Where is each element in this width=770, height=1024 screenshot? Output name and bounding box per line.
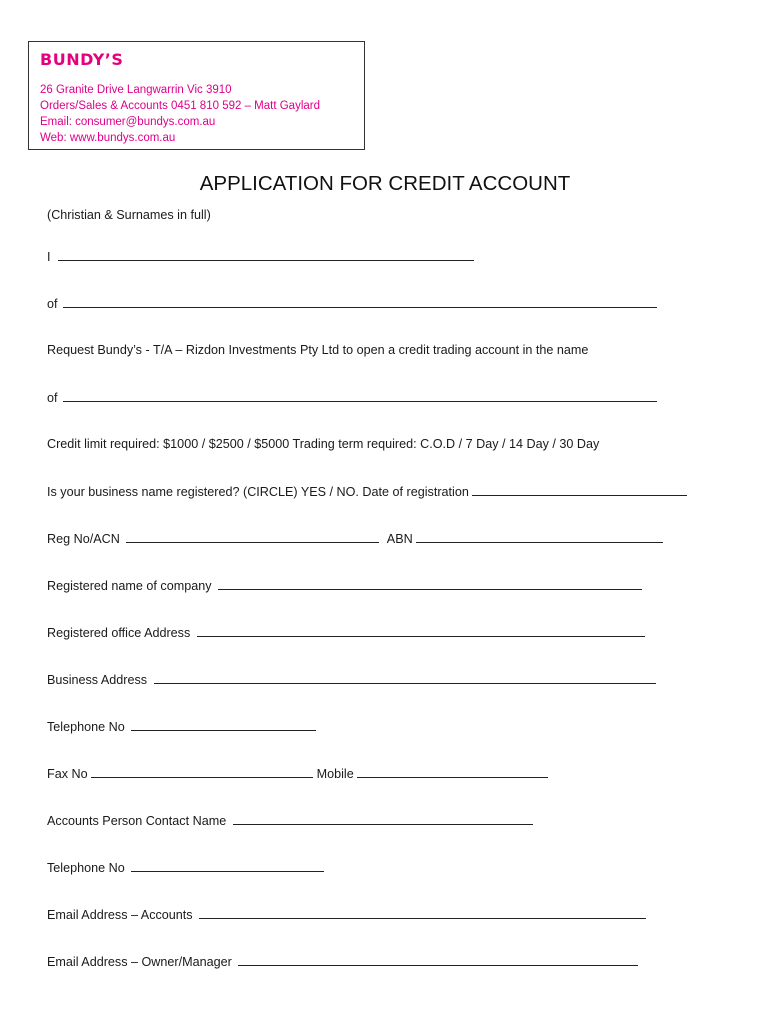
reg-no-field[interactable] [126, 529, 379, 543]
telephone-field-2[interactable] [131, 858, 324, 872]
applicant-name-field[interactable] [58, 247, 474, 261]
registered-name-label: Registered name of company [47, 579, 212, 593]
request-text: Request Bundy’s - T/A – Rizdon Investments Pty Ltd to open a credit trading account in the name [47, 343, 589, 357]
brand-name: BUNDY’S [40, 50, 124, 69]
company-orders-phone: Orders/Sales & Accounts 0451 810 592 – Matt Gaylard [40, 100, 320, 112]
applicant-name-row [47, 247, 474, 266]
registered-office-row [47, 623, 645, 642]
registration-row [47, 482, 687, 501]
email-accounts-label: Email Address – Accounts [47, 908, 193, 922]
i-label: I [47, 250, 51, 264]
email-owner-field[interactable] [238, 952, 638, 966]
credit-terms-text: Credit limit required: $1000 / $2500 / $5000 Trading term required: C.O.D / 7 Day / 14 Day / 30 Day [47, 437, 600, 451]
email-accounts-row [47, 905, 646, 924]
business-address-label: Business Address [47, 673, 148, 687]
registered-name-field[interactable] [218, 576, 642, 590]
credit-terms-row [47, 435, 599, 453]
of-row-2 [47, 388, 657, 407]
email-owner-row [47, 952, 638, 971]
of-row-1 [47, 294, 657, 313]
company-web: Web: www.bundys.com.au [40, 132, 176, 144]
request-row [47, 341, 588, 359]
telephone-label-2: Telephone No [47, 861, 125, 875]
telephone-field-1[interactable] [131, 717, 316, 731]
email-owner-label: Email Address – Owner/Manager [47, 955, 232, 969]
telephone-row-2 [47, 858, 324, 877]
registration-date-field[interactable] [472, 482, 687, 496]
registered-office-field[interactable] [197, 623, 645, 637]
of-field-2[interactable] [63, 388, 657, 402]
of-label-1: of [47, 297, 58, 311]
abn-field[interactable] [416, 529, 663, 543]
fax-mobile-row [47, 764, 548, 783]
accounts-contact-label: Accounts Person Contact Name [47, 814, 227, 828]
telephone-row-1 [47, 717, 316, 736]
page-title: APPLICATION FOR CREDIT ACCOUNT [199, 172, 571, 195]
company-address: 26 Granite Drive Langwarrin Vic 3910 [40, 84, 232, 96]
reg-no-label: Reg No/ACN [47, 532, 120, 546]
of-label-2: of [47, 391, 58, 405]
business-address-row [47, 670, 656, 689]
reg-abn-row [47, 529, 663, 548]
names-note-text: (Christian & Surnames in full) [47, 208, 211, 222]
accounts-contact-row [47, 811, 533, 830]
email-accounts-field[interactable] [199, 905, 646, 919]
registered-question: Is your business name registered? (CIRCLE) YES / NO. Date of registration [47, 485, 469, 499]
registered-office-label: Registered office Address [47, 626, 191, 640]
abn-label: ABN [386, 532, 413, 546]
mobile-field[interactable] [357, 764, 548, 778]
company-header-box [28, 41, 365, 150]
telephone-label-1: Telephone No [47, 720, 125, 734]
accounts-contact-field[interactable] [233, 811, 533, 825]
mobile-label: Mobile [316, 767, 354, 781]
of-field-1[interactable] [63, 294, 657, 308]
registered-name-row [47, 576, 642, 595]
fax-field[interactable] [91, 764, 313, 778]
business-address-field[interactable] [154, 670, 656, 684]
company-email: Email: consumer@bundys.com.au [40, 116, 216, 128]
names-note [47, 206, 211, 224]
fax-label: Fax No [47, 767, 88, 781]
